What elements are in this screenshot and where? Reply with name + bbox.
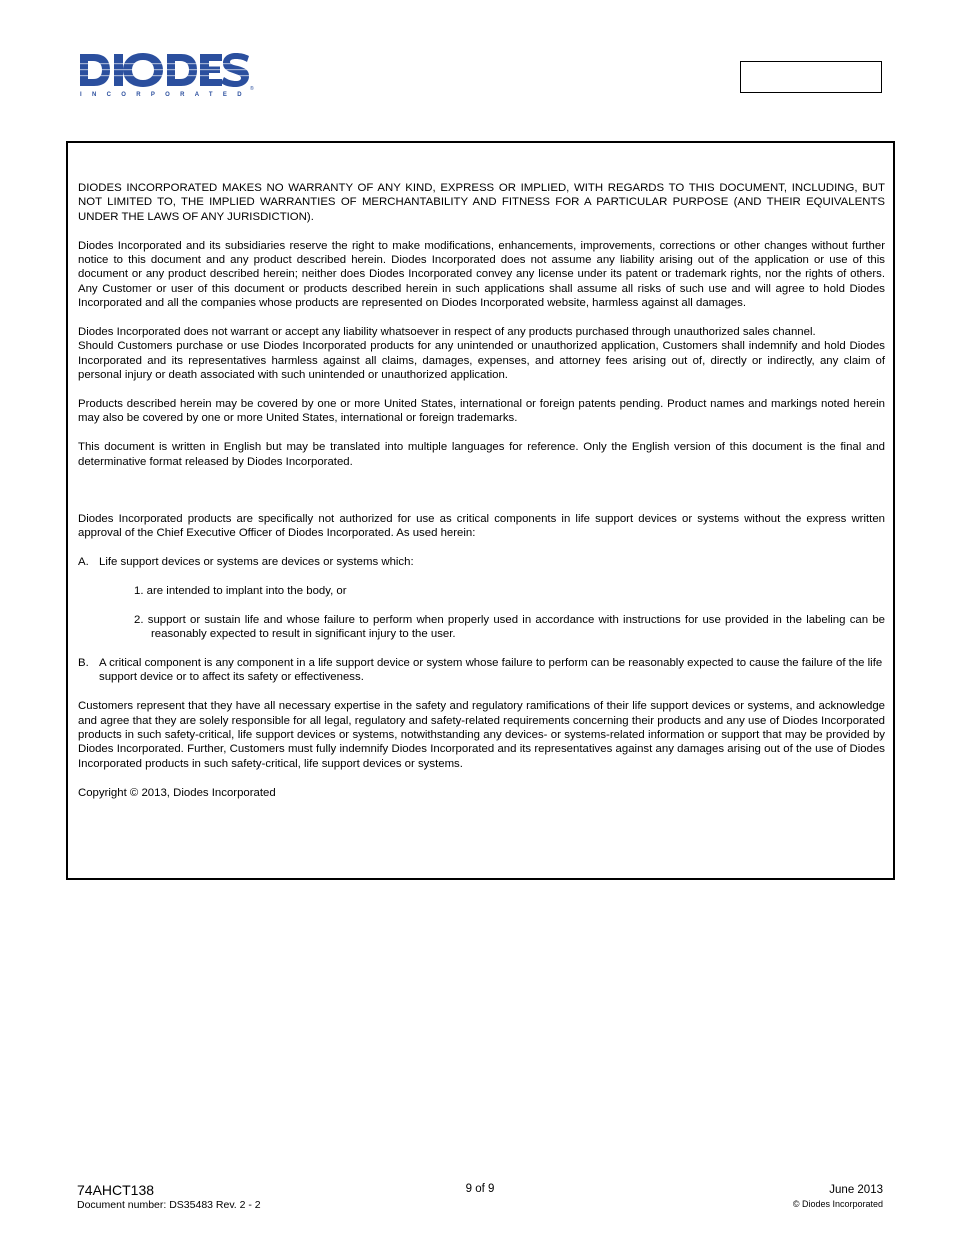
disclaimer-sales-channel: Diodes Incorporated does not warrant or accept any liability whatsoever in respect of any products purchased through unauthorized sales channel. <box>78 326 816 339</box>
important-notice-box <box>66 141 895 880</box>
life-support-intro: Diodes Incorporated products are specifically not authorized for use as critical components in life support devices or systems without the express written approval of the Chief Executive Officer of Diodes Incorporated. As used herein: <box>78 513 885 540</box>
disclaimer-indemnify: Should Customers purchase or use Diodes Incorporated products for any unintended or unauthorized application, Customers shall indemnify and hold Diodes Incorporated and its representatives harmless against all claims, damages, expenses, and attorney fees arising out of, directly or indirectly, any claim of personal injury or death associated with such unintended or unauthorized application. <box>78 340 885 382</box>
sub-item-2: 2. support or sustain life and whose failure to perform when properly used in accordance with instructions for use provided in the labeling can be reasonably expected to result in significant injury to the user. <box>134 613 885 641</box>
page-number: 9 of 9 <box>465 1183 495 1195</box>
registered-mark-icon: ® <box>250 86 254 92</box>
footer-left <box>77 1182 261 1212</box>
list-marker-a: A. <box>78 556 89 569</box>
customers-statement: Customers represent that they have all necessary expertise in the safety and regulatory ramifications of their life support devices or systems, and acknowledge and agree that they are solely responsible for all legal, regulatory and safety-related requirements concerning their products and any use of Diodes Incorporated products in such safety-critical, life support devices or systems, notwithstanding any devices- or systems-related information or support that may be provided by Diodes Incorporated. Further, Customers must fully indemnify Diodes Incorporated and its representatives against any damages arising out of the use of Diodes Incorporated products in such safety-critical, life support devices or systems. <box>78 700 885 770</box>
logo-subtitle: INCORPORATED <box>80 92 252 98</box>
disclaimer-patents: Products described herein may be covered by one or more United States, international or foreign patents pending. Product names and markings noted herein may also be covered by one or more United States, international or foreign trademarks. <box>78 398 885 425</box>
part-number: 74AHCT138 <box>77 1182 155 1198</box>
disclaimer-language: This document is written in English but may be translated into multiple languages for reference. Only the English version of this document is the final and determinative format released by Diodes Incorporated. <box>78 441 885 468</box>
footer-date: June 2013 <box>829 1184 883 1196</box>
sub-item-1: 1. are intended to implant into the body, or <box>134 585 347 598</box>
list-text-b: A critical component is any component in a life support device or system whose failure to perform can be reasonably expected to cause the failure of the life support device or to affect its safety or effectiveness. <box>99 657 883 684</box>
list-marker-b: B. <box>78 657 89 670</box>
list-item-a <box>78 555 885 569</box>
diodes-logo-icon <box>80 52 255 98</box>
diodes-logo <box>80 52 255 98</box>
footer-right <box>793 1184 883 1210</box>
footer-copyright: © Diodes Incorporated <box>792 1199 883 1209</box>
header-empty-box <box>740 61 882 93</box>
notice-copyright: Copyright © 2013, Diodes Incorporated <box>78 786 276 799</box>
notice-content <box>78 181 885 814</box>
disclaimer-modifications: Diodes Incorporated and its subsidiaries reserve the right to make modifications, enhancements, improvements, corrections or other changes without further notice to this document and any product described herein. Diodes Incorporated does not assume any liability arising out of the application or use of this document or any product described herein; neither does Diodes Incorporated convey any license under its patent or trademark rights, nor the rights of others. Any Customer or user of this document or products described herein in such applications shall assume all risks of such use and will agree to hold Diodes Incorporated and all the companies whose products are represented on Diodes Incorporated website, harmless against all damages. <box>78 239 885 310</box>
disclaimer-warranty: DIODES INCORPORATED MAKES NO WARRANTY OF ANY KIND, EXPRESS OR IMPLIED, WITH REGARDS TO THIS DOCUMENT, INCLUDING, BUT NOT LIMITED TO, THE IMPLIED WARRANTIES OF MERCHANTABILITY AND FITNESS FOR A PARTICULAR PURPOSE (AND THEIR EQUIVALENTS UNDER THE LAWS OF ANY JURISDICTION). <box>78 182 885 223</box>
list-item-b <box>78 656 885 685</box>
list-text-a: Life support devices or systems are devices or systems which: <box>99 556 414 569</box>
document-number: Document number: DS35483 Rev. 2 - 2 <box>77 1199 261 1211</box>
